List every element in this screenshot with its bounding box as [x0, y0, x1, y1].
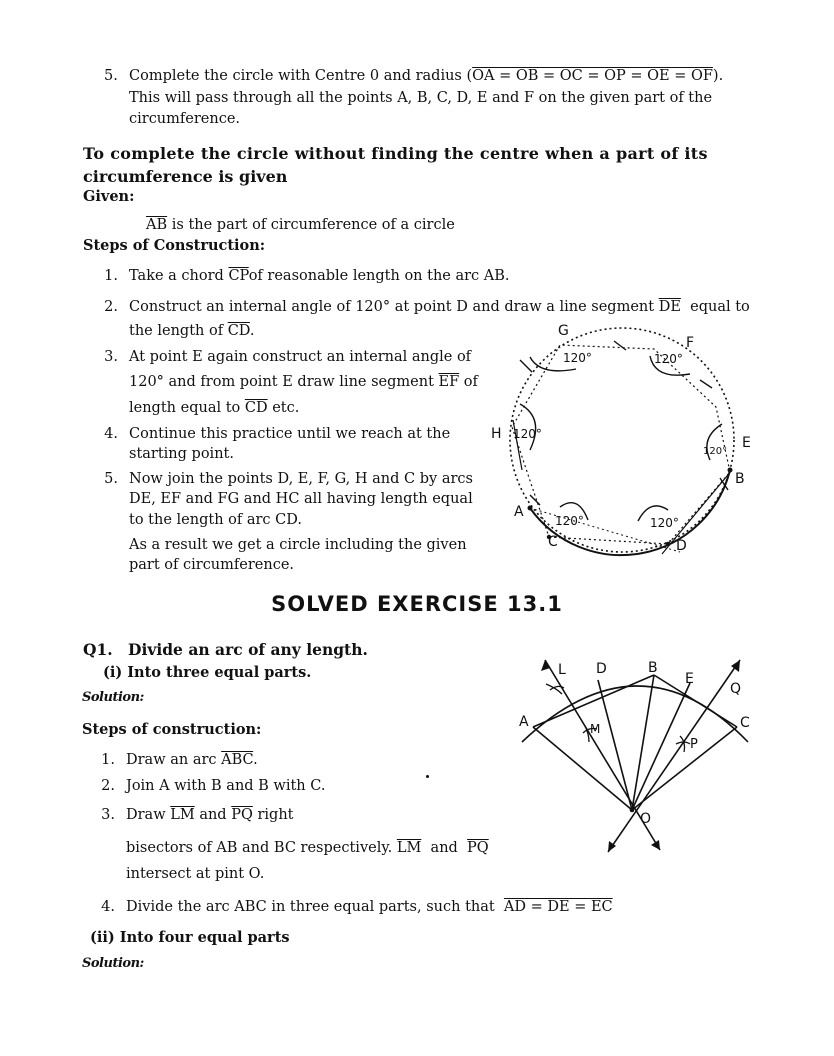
radius-equation: OA = OB = OC = OP = OE = OF [472, 68, 713, 84]
chord-ab [533, 675, 654, 727]
q1-text: Divide an arc of any length. [128, 640, 368, 659]
label-c2: C [740, 715, 750, 731]
bisector-pq [608, 660, 740, 852]
solution-label: Solution: [82, 690, 144, 705]
label-l: L [558, 662, 566, 678]
step-3-line-2: 120° and from point E draw line segment $\overline{EF}$ of [129, 374, 478, 390]
label-b2: B [648, 660, 658, 676]
point-d [666, 542, 670, 546]
exercise-title: SOLVED EXERCISE 13.1 [271, 592, 563, 616]
point-b [728, 468, 733, 473]
label-d2: D [596, 661, 607, 677]
step-5-line-2b: DE, EF and FG and HC all having length equal [129, 491, 473, 507]
label-d: D [676, 538, 687, 554]
step-4-line-2: starting point. [129, 446, 234, 462]
radius-oa [533, 727, 632, 810]
q1-number: Q1. [83, 640, 113, 659]
angle-label-e: 120° [703, 446, 728, 457]
step-2-line-2: the length of $\overline{CD}$. [129, 323, 255, 339]
label-a2: A [519, 714, 529, 730]
step-5-line-3b: to the length of arc CD. [129, 512, 302, 528]
label-m: M [590, 722, 601, 736]
angle-label-g: 120° [563, 351, 592, 365]
label-q: Q [730, 681, 742, 697]
given-label: Given: [83, 188, 135, 205]
point-o [630, 808, 635, 813]
ex-step-3-line-2: bisectors of AB and BC respectively. $\overline{LM}$ and $\overline{PQ}$ [126, 840, 489, 856]
step-5-line-1: Complete the circle with Centre 0 and radius (OA = OB = OC = OP = OE = OF). [129, 68, 724, 84]
solution-label-2: Solution: [82, 956, 144, 971]
label-g: G [558, 323, 569, 339]
step-5-line-2: This will pass through all the points A, B, C, D, E and F on the given part of the [129, 90, 713, 106]
step-5-number: 5. [104, 68, 118, 84]
angle-label-c: 120° [555, 514, 584, 528]
label-c: C [548, 534, 558, 550]
step-5-line-4b: As a result we get a circle including the given [129, 537, 467, 553]
step-5-line-5b: part of circumference. [129, 557, 295, 573]
section-title-line-2: circumference is given [83, 167, 288, 186]
step-3-line-3: length equal to $\overline{CD}$ etc. [129, 400, 300, 416]
arc-abc [522, 686, 748, 742]
label-f: F [686, 335, 695, 351]
construction-steps-label: Steps of construction: [82, 721, 262, 738]
label-h: H [491, 426, 502, 442]
arc-division-figure [500, 648, 770, 863]
angle-label-h: 120° [513, 427, 542, 441]
ex-step-3-line-3: intersect at pint O. [126, 866, 265, 882]
radius-od [598, 680, 632, 810]
label-p: P [690, 737, 698, 752]
dotted-circle [510, 328, 734, 552]
label-o: O [640, 811, 652, 827]
part-ii: (ii) Into four equal parts [90, 929, 290, 946]
label-b: B [735, 471, 745, 487]
given-text: $\overline{AB}$ is the part of circumference of a circle [146, 217, 455, 233]
dotted-polygon [512, 345, 730, 544]
step-5-line-3: circumference. [129, 111, 241, 127]
circle-construction-figure [480, 315, 770, 565]
angle-label-f: 120° [654, 352, 683, 366]
label-a: A [514, 504, 524, 520]
section-title-line-1: To complete the circle without finding the centre when a part of its [83, 144, 708, 163]
part-i: (i) Into three equal parts. [103, 664, 312, 681]
label-e2: E [685, 671, 694, 687]
label-e: E [742, 435, 751, 451]
steps-label: Steps of Construction: [83, 237, 266, 254]
stray-dot [426, 775, 429, 778]
point-a [528, 506, 533, 511]
angle-label-d: 120° [650, 516, 679, 530]
